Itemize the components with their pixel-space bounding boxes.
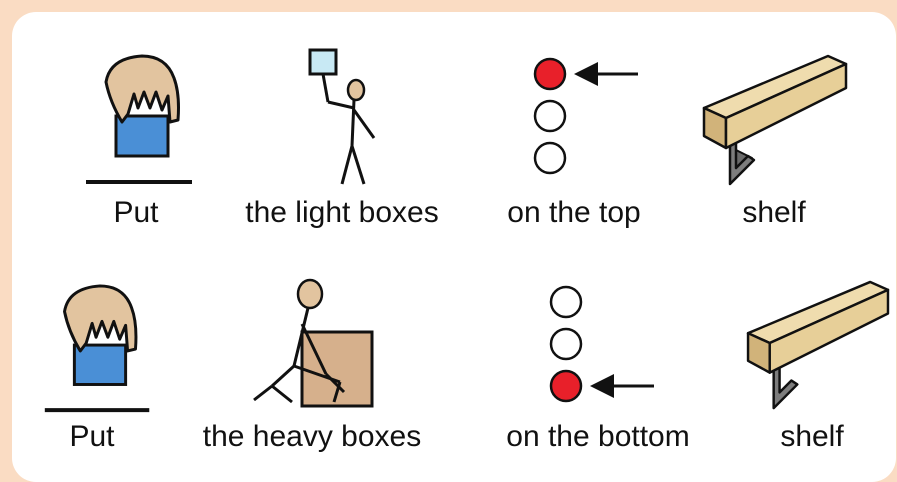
bottom-position-indicator-icon bbox=[538, 282, 658, 414]
label-put-2: Put bbox=[69, 420, 115, 453]
label-shelf-2: shelf bbox=[780, 420, 844, 453]
symbol-card bbox=[12, 12, 896, 482]
label-light-boxes: the light boxes bbox=[245, 196, 439, 229]
label-heavy-boxes: the heavy boxes bbox=[202, 420, 422, 453]
put-hand-box-icon bbox=[82, 52, 202, 190]
label-on-the-bottom: on the bottom bbox=[506, 420, 690, 453]
shelf-icon bbox=[700, 52, 852, 190]
label-put-1: Put bbox=[113, 196, 159, 229]
put-hand-box-icon bbox=[40, 282, 160, 418]
label-shelf-1: shelf bbox=[742, 196, 806, 229]
person-lifting-light-box-icon bbox=[298, 46, 388, 188]
person-carrying-heavy-box-icon bbox=[248, 274, 388, 414]
top-position-indicator-icon bbox=[522, 56, 642, 184]
shelf-icon bbox=[744, 278, 894, 414]
label-on-the-top: on the top bbox=[507, 196, 641, 229]
